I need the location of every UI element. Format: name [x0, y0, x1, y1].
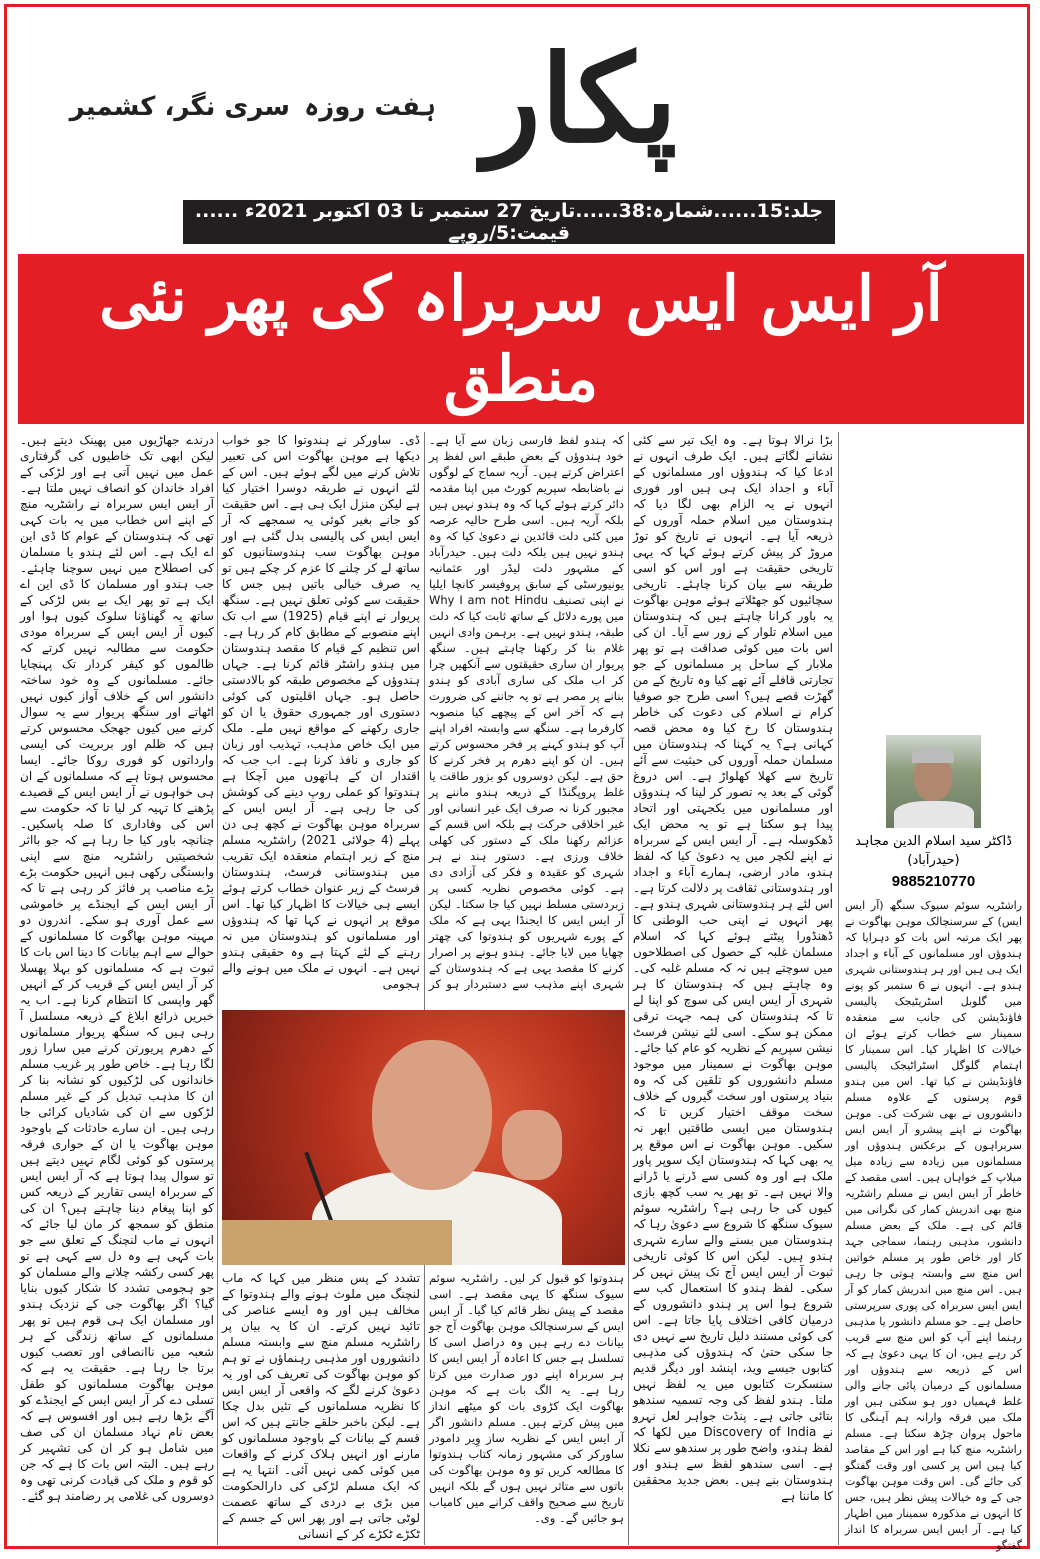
mohan-bhagwat-photo — [222, 1010, 625, 1265]
article-column-3 — [429, 432, 624, 1545]
article-column-4: ڈی۔ ساورکر نے ہندوتوا کا جو خواب دیکھا ہے موہن بھاگوت اس کی تعبیر تلاش کرنے میں لگے ہوئے ہیں۔ اس کے لئے انہوں نے طریقہ دوسرا اختیار کیا ہے لیکن منزل ایک ہی ہے۔ اس حقیقت کو جانے بغیر کوئی یہ سمجھے کہ آر ایس ایس کی پالیسی بدل گئی ہے اور موہن بھاگوت سب ہندوستانیوں کو ساتھ لے کر چلنے کا عزم کر چکے ہیں تو یہ صرف خیالی باتیں ہیں جس کا حقیقت سے کوئی تعلق نہیں ہے۔ سنگھ پریوار نے اپنے قیام (1925) سے اب تک اپنے منصوبے کے مطابق کام کر رہا ہے۔ اس تنظیم کے قیام کا مقصد ہندوستان میں ہندو راشٹر قائم کرنا ہے۔ جہاں ہندوؤں کے مخصوص طبقہ کو بالادستی حاصل ہو۔ جہاں اقلیتوں کی کوئی دستوری اور جمہوری حقوق یا ان کو جاری رکھنے کے مواقع نہیں ملے۔ ملک میں ایک خاص مذہب، تہذیب اور زبان کو جاری و نافذ کرنا ہے۔ اب جب کہ اقتدار ان کے ہاتھوں میں آچکا ہے ہندوتوا کو عملی روپ دینے کی کوشش کی جا رہی ہے۔ آر ایس ایس کے سربراہ موہن بھاگوت نے کچھ ہی دن پہلے (4 جولائی 2021) راشٹریہ مسلم منچ کے زیر اہتمام منعقدہ ایک تقریب میں ہندوستانی فرسٹ، ہندوستان فرسٹ کے زیر عنوان خطاب کرتے ہوئے ایسے ہی خیالات کا اظہار کیا تھا۔ اس موقع پر انہوں نے کہا تھا کہ ہندوؤں اور مسلمانوں کو ہندوستان میں نہ رہنے کے لئے کہتا ہے وہ حقیقی ہندو نہیں ہے۔ انہوں نے ملک میں ہونے والے ہجومی — [222, 433, 421, 991]
place-label: سری نگر، کشمیر — [69, 92, 290, 122]
article-column-5: درندے جھاڑیوں میں پھینک دیتے ہیں۔ لیکن ابھی تک خاطیوں کی گرفتاری عمل میں نہیں آتی ہے اور لڑکی کے افراد خاندان کو انصاف نہیں ملتا ہے۔ آر ایس ایس سربراہ نے راشٹریہ منچ کے اپنے اس خطاب میں یہ بات کہی تھی کہ ہندوستان کے عوام کا ڈی این اے ایک ہے۔ اس لئے ہندو یا مسلمان کی اصطلاح میں نہیں سوچنا چاہئے۔ جب ہندو اور مسلمان کا ڈی این اے ایک ہے تو پھر ایک بے بس لڑکی کے ساتھ یہ گھناؤنا سلوک کیوں ہوا اور کیوں آر ایس ایس کے سربراہ مودی حکومت سے مطالبہ نہیں کرتے کہ ظالموں کو کیفر کردار تک پہنچایا جائے۔ مسلمانوں کے وہ خود ساختہ دانشور اس کے خلاف آواز کیوں نہیں اٹھاتے اور سنگھ پریوار سے یہ سوال کرنے میں کیوں جھجک محسوس کرتے ہیں کہ ظلم اور بربریت کی ایسی وارداتوں کو فوری روکا جائے۔ ایسا محسوس ہوتا ہے کہ مسلمانوں کے ان ہی خواہوں نے آر ایس ایس کے قصیدے پڑھنے کا تہیہ کر لیا تا کہ حکومت سے اس کی وفاداری کا صلہ پاسکیں۔ چنانچہ باور کیا جا رہا ہے کہ جو بااثر شخصیتیں راشٹریہ منچ سے اپنی وابستگی رکھی ہیں انہیں حکومت بڑے بڑے مناصب پر فائز کر رہی ہے تا کہ آر ایس ایس کے ایجنڈے پر خاموشی سے عمل آوری ہو سکے۔ اندرون دو مہینہ موہن بھاگوت کا مسلمانوں کے حوالے سے اہم بیانات کا دینا اس بات کا ثبوت ہے کہ مسلمانوں کو بہلا پھسلا کر آر ایس ایس کے قریب کر کے انہیں گھر واپسی کا انتظام کرنا ہے۔ اب یہ خبریں ذرائع ابلاغ کے ذریعہ مسلسل آ رہی ہیں کہ سنگھ پریوار مسلمانوں کے دھرم پریورتن کرنے میں سارا زور لگا رہا ہے۔ خاص طور پر غریب مسلم خاندانوں کی لڑکیوں کو نشانہ بنا کر ان کا مذہب تبدیل کر کے غیر مسلم لڑکوں سے ان کی شادیاں کرائی جا رہی ہیں۔ ان سارے حادثات کے باوجود موہن بھاگوت یا ان کے حواری فرقہ پرستوں کو کوئی لگام نہیں دیتے ہیں تو سوال پیدا ہوتا ہے کہ آر ایس ایس کے سربراہ ایسی تقاریر کے ذریعہ کس کو اپنا پیغام دینا چاہتے ہیں؟ ان کی منطق کو سمجھ کر مان لیا جائے کہ انہوں نے ماب لنچنگ کے تعلق سے جو بات کہی ہے وہ دل سے کہی ہے تو پھر کسی رکشہ چلانے والے مسلمان کو جو ہجومی تشدد کا شکار کیوں بنایا گیا؟ اگر بھاگوت جی کے نزدیک ہندو اور مسلمان ایک ہی قوم ہیں تو پھر مسلمانوں کے ساتھ زندگی کے ہر شعبہ میں ناانصافی اور تعصب کیوں برتا جا رہا ہے۔ حقیقت یہ ہے کہ موہن بھاگوت مسلمانوں کو طفل تسلی دے کر آر ایس ایس کے ایجنڈے کو آگے بڑھا رہے ہیں اور افسوس ہے کہ بعض نام نہاد مسلمان ان کی صف میں شامل ہو کر ان کی تشہیر کر رہے ہیں۔ البتہ اس بات کا ہے کہ جن کو قوم و ملک کی قیادت کرنی تھی وہ دوسروں کی غلامی پر رضامند ہو گئے۔ — [20, 433, 214, 1503]
issue-info-text: جلد:15......شمارہ:38......تاریخ 27 ستمبر تا 03 اکتوبر 2021ء ...... قیمت:5/روپے — [194, 200, 824, 244]
author-photo — [886, 735, 981, 828]
author-byline — [845, 832, 1022, 870]
column-divider — [628, 432, 629, 1545]
column-divider — [424, 432, 425, 1545]
headline-text: آر ایس ایس سربراہ کی پھر نئی منطق — [99, 262, 943, 415]
column-divider — [838, 432, 839, 1545]
newspaper-logo: پکار — [482, 29, 678, 170]
article-column-4b: تشدد کے پس منظر میں کہا کہ ماب لنچنگ میں ملوث ہونے والے ہندوتوا کے مخالف ہیں اور وہ ایسے عناصر کی تائید نہیں کرتے۔ ان کا یہ بیان پر راشٹریہ مسلم منچ سے وابستہ مسلم دانشوروں اور مذہبی رہنماؤں نے تو ہم کو موہن بھاگوت کی تعریف کی اور یہ دعویٰ کرنے لگے کہ واقعی آر ایس ایس کا نظریہ مسلمانوں کے تئیں بدل چکا ہے۔ لیکن باخبر حلقے جانتے ہیں کہ اس قسم کے بیانات کے باوجود مسلمانوں کو مارنے اور انہیں ہلاک کرنے کے واقعات میں کوئی کمی نہیں آئی۔ انتہا یہ ہے کہ ایک مسلم لڑکی کی دارالحکومت میں بڑی بے دردی کے ساتھ عصمت لوٹی جاتی ہے اور پھر اس کے جسم کے ٹکڑے ٹکڑے کر کے انسانی — [222, 1271, 420, 1541]
article-column-1: راشٹریہ سوئم سیوک سنگھ (آر ایس ایس) کے سرسنچالک موہن بھاگوت نے پھر ایک مرتبہ اس بات کو دہرایا کہ ہندوؤں اور مسلمانوں کے آباء و اجداد ایک ہی ہیں اور ہر ہندوستانی شہری ہندو ہے۔ انہوں نے 6 ستمبر کو پونے میں گلوبل اسٹریٹیجک پالیسی فاؤنڈیشن کی جانب سے منعقدہ سمینار سے خطاب کرتے ہوئے ان خیالات کا اظہار کیا۔ اس سمینار کا اہتمام گلوگل اسٹراٹیجک پالیسی فاؤنڈیشن نے کیا تھا۔ اس میں ہندو قوم پرستوں کے علاوہ مسلم دانشوروں نے بھی شرکت کی۔ موہن بھاگوت نے اپنے پیشرو آر ایس ایس سربراہوں کے برعکس ہندوؤں اور مسلمانوں میں زیادہ سے زیادہ میل میلاپ کے خواہاں ہیں۔ اسی مقصد کے خاطر آر ایس ایس نے مسلم راشٹریہ منچ بھی اندریش کمار کی نگرانی میں قائم کی ہے۔ ملک کے بعض مسلم دانشور، مذہبی رہنما، سماجی جہد کار اور خاص طور پر مسلم خواتین اس منچ سے وابستہ ہوتی جا رہی ہیں۔ اس منچ میں اندریش کمار کو آر ایس ایس سربراہ کی پوری سرپرستی حاصل ہے۔ جو مسلم دانشور یا مذہبی رہنما اپنے آپ کو اس منچ سے قریب کر رہے ہیں، ان کا یہی دعویٰ ہے کہ اس کے ذریعہ سے ہندوؤں اور مسلمانوں کے درمیان پائی جانے والی غلط فہمیاں دور ہو سکتی ہیں اور ملک میں فرقہ وارانہ ہم آہنگی کا ماحول پروان چڑھ سکتا ہے۔ مسلم راشٹریہ منچ کیا ہے اور اس کے مقاصد کیا ہیں اس پر کسی اور وقت گفتگو کی جائے گی۔ اس وقت موہن بھاگوت جی کے وہ خیالات پیش نظر ہیں، جس کا انہوں نے مذکورہ سمینار میں اظہار کیا ہے۔ آر ایس ایس سربراہ کا انداز گفتگو — [845, 899, 1022, 1552]
article-column-2: بڑا نرالا ہوتا ہے۔ وہ ایک تیر سے کئی نشانے لگاتے ہیں۔ ایک طرف انہوں نے ادعا کیا کہ ہندوؤں اور مسلمانوں کے آباء و اجداد ایک ہی ہیں اور فوری انہوں نے یہ الزام بھی لگا دیا کہ ہندوستان میں اسلام حملہ آوروں کے ذریعہ آیا ہے۔ انہوں نے تاریخ کو توڑ مروڑ کر پیش کرتے ہوئے کہا کہ یہی تاریخی حقیقت ہے اور اس کو اسی طریقہ سے بیان کرنا چاہئے۔ تاریخی سچائیوں کو جھٹلاتے ہوئے موہن بھاگوت یہ باور کرانا چاہتے ہیں کہ ہندوستان میں اسلام تلوار کے زور سے آیا۔ ان کی اس بات میں کوئی صداقت ہے تو پھر ملابار کے ساحل پر مسلمانوں کے جو تجارتی قافلے آئے تھے کیا وہ تاریخ کے من گھڑت قصے ہیں؟ اسی طرح جو صوفیا کرام نے اسلام کی دعوت کی خاطر ہندوستان کا رخ کیا وہ محض قصہ کہانی ہے؟ یہ کہنا کہ ہندوستان میں مسلمان حملہ آوروں کی حیثیت سے آئے تاریخ سے کھلا کھلواڑ ہے۔ اس دروغ گوئی کے بعد یہ تصور کر لینا کہ ہندوؤں اور مسلمانوں میں یکجہتی اور اتحاد پیدا ہو سکتا ہے تو یہ محض ایک ڈھکوسلہ ہے۔ آر ایس ایس کے سربراہ نے اپنے لکچر میں یہ دعویٰ کیا کہ لفظ ہندو، مادر ارضی، ہمارے آباء و اجداد اور ہندوستانی ثقافت پر دلالت کرتا ہے۔ اس لئے ہر ہندوستانی شہری ہندو ہے۔ پھر انہوں نے اپنی حب الوطنی کا ڈھنڈورا پیٹتے ہوئے کہا کہ اسلام مسلمان غلبہ کے حصول کی اصطلاحوں میں سوچتے ہیں نہ کہ مسلم غلبہ کی۔ وہ چاہتے ہیں کہ ہندوستان کا ہر شہری آر ایس ایس کی سوچ کو اپنا لے تا کہ ہندوستان کی ہمہ جہت ترقی ممکن ہو سکے۔ اسی لئے نیشن فرسٹ نیشن سپریم کے نظریہ کو عام کیا جائے۔ موہن بھاگوت نے سمینار میں موجود مسلم دانشوروں کو تلقین کی کہ وہ بنیاد پرستوں اور سخت گیروں کے خلاف سخت موقف اختیار کریں تا کہ ہندوستان میں ایسی طاقتیں ابھر نہ سکیں۔ موہن بھاگوت نے اس موقع پر یہ بھی کہا کہ ہندوستان ایک سوپر پاور ملک ہے اور وہ کسی سے ڈرنے یا ڈرانے والا نہیں ہے۔ تو پھر یہ سب کچھ بازی کیوں کی جا رہی ہے؟ راشٹریہ سوئم سیوک سنگھ کا شروع سے دعویٰ رہا کہ ہندوستان میں بسنے والے سارے شہری ہندو ہیں۔ لیکن اس کا کوئی تاریخی ثبوت آر ایس ایس آج تک پیش نہیں کر سکی۔ لفظ ہندو کا استعمال کب سے شروع ہوا اس پر ہندو دانشوروں کے درمیان کافی اختلاف پایا جاتا ہے۔ اس کی کوئی مستند دلیل تاریخ سے نہیں دی جا سکی حتیٰ کہ ہندوؤں کی مذہبی کتابوں جیسے وید، اپنشد اور دیگر قدیم سنسکرت کتابوں میں یہ لفظ نہیں ملتا۔ ہندو لفظ کی وجہ تسمیہ سندھو بتائی جاتی ہے۔ پنڈت جواہر لعل نہرو نے Discovery of India میں لکھا کہ لفظ ہندو، واضح طور پر سندھو سے نکلا ہے۔ اسی سندھو لفظ سے ہندو اور ہندوستان بنے ہیں۔ بعض جدید محققین کا ماننا ہے — [633, 433, 834, 1503]
right-column — [845, 735, 1022, 1552]
frequency-label: ہفت روزہ — [304, 92, 436, 122]
author-phone: 9885210770 — [891, 873, 976, 890]
headline-banner — [18, 254, 1024, 424]
issue-info-bar — [183, 200, 835, 244]
article-column-3-text: کہ ہندو لفظ فارسی زبان سے آیا ہے۔ خود ہندوؤں کے بعض طبقے اس لفظ پر اعتراض کرتے ہیں۔ آریہ سماج کے لوگوں نے باضابطہ سپریم کورٹ میں اپنا مقدمہ دائر کرتے ہوئے کہا کہ وہ ہندو نہیں ہیں بلکہ آریہ ہیں۔ اسی طرح حالیہ عرصہ میں کئی دلت قائدین نے دعویٰ کیا کہ وہ ہندو نہیں ہیں بلکہ دلت ہیں۔ حیدرآباد کے مشہور دلت لیڈر اور عثمانیہ یونیورسٹی کے سابق پروفیسر کانچا ایلیا نے اپنی تصنیف Why I am not Hindu میں پورے دلائل کے ساتھ ثابت کیا کہ دلت طبقہ، ہندو نہیں ہے۔ برہمن وادی انہیں غلام بنا کر رکھنا چاہتے ہیں۔ سنگھ پریوار ان ساری حقیقتوں سے آنکھیں چرا کر اب ملک کی ساری آبادی کو ہندو بنانے پر مصر ہے تو یہ جاننے کی ضرورت ہے کہ آخر اس کے پیچھے کیا منصوبہ کارفرما ہے۔ سنگھ سے وابستہ افراد اپنے آپ کو ہندو کہنے پر فخر محسوس کرتے ہیں۔ ان کو اپنے دھرم پر فخر کرنے کا حق ہے۔ لیکن دوسروں کو بزور طاقت یا غلط پروپگنڈا کے ذریعہ ہندو ماننے پر مجبور کرنا نہ صرف ایک غیر انسانی اور غیر اخلاقی حرکت ہے بلکہ اس قسم کے عزائم رکھنا ملک کے دستور کی کھلی خلاف ورزی ہے۔ دستور ہند نے ہر شہری کو عقیدہ و فکر کی آزادی دی ہے۔ کوئی مخصوص نظریہ کسی پر زبردستی مسلط نہیں کیا جا سکتا۔ لیکن آر ایس ایس کا ایجنڈا یہی ہے کہ ملک کے پورے شہریوں کو ہندوتوا کی چھتر چھایا میں لایا جائے۔ ہندو ہونے پر اصرار کرنے کا مقصد یہی ہے کہ ہندوستان کے شہری اپنے مذہب سے دستبردار ہو کر ہندوتوا کو قبول کر لیں۔ راشٹریہ سوئم سیوک سنگھ کا یہی مقصد ہے۔ اسی مقصد کے پیش نظر قائم کیا گیا۔ آر ایس ایس کے سرسنچالک موہن بھاگوت آج جو بیانات دے رہے ہیں وہ دراصل اسی کا تسلسل ہے جس کا اعادہ آر ایس ایس کا ہر سربراہ اپنے دور صدارت میں کرتا رہا ہے۔ یہ الگ بات ہے کہ موہن بھاگوت ایک کڑوی بات کو میٹھے انداز میں پیش کرتے ہیں۔ مسلم دانشور اگر آر ایس ایس کے نظریہ ساز وِیر دامودر ساورکر کی مشہور زمانہ کتاب ہندوتوا کا مطالعہ کریں تو وہ موہن بھاگوت کی باتوں سے متاثر نہیں ہوں گے بلکہ انہیں تاریخ سے صحیح واقف کرانے میں کامیاب ہو جائیں گے۔ وی۔ — [429, 433, 625, 1525]
column-divider — [217, 432, 218, 1545]
author-name: ڈاکٹر سید اسلام الدین مجاہد — [855, 834, 1012, 849]
author-city: (حیدرآباد) — [907, 853, 960, 868]
